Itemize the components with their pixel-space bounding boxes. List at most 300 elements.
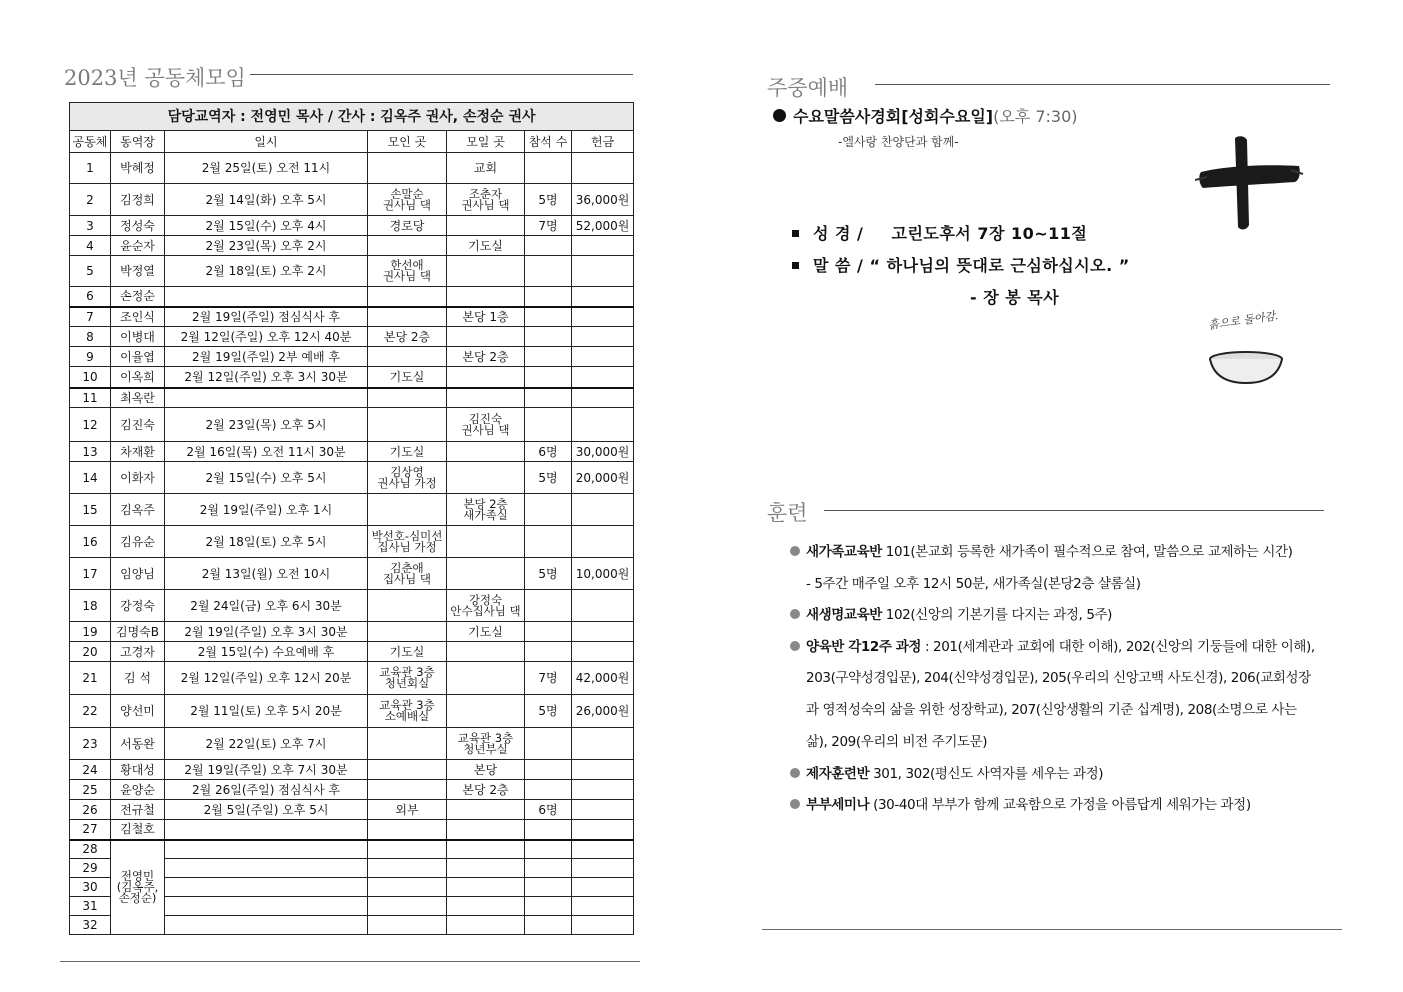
table-cell: 7명 <box>525 216 572 236</box>
right-bottom-rule <box>762 929 1342 930</box>
table-cell: 본당 2층 <box>447 347 525 367</box>
table-banner: 담당교역자 : 전영민 목사 / 간사 : 김옥주 권사, 손정순 권사 <box>70 103 634 131</box>
table-cell: 2 <box>70 184 111 216</box>
table-cell <box>525 590 572 622</box>
table-cell <box>572 642 634 662</box>
table-cell <box>572 347 634 367</box>
table-cell <box>572 859 634 878</box>
training-item <box>806 666 1311 686</box>
table-cell <box>447 897 525 916</box>
table-cell: 22 <box>70 695 111 728</box>
sermon-line <box>792 253 1130 276</box>
table-cell: 2월 19일(주일) 오후 1시 <box>165 494 368 526</box>
training-item <box>790 793 1251 813</box>
table-cell: 12 <box>70 408 111 442</box>
table-cell: 2월 19일(주일) 2부 예배 후 <box>165 347 368 367</box>
table-cell: 36,000원 <box>572 184 634 216</box>
table-cell <box>165 840 368 859</box>
square-bullet-icon <box>792 262 799 269</box>
table-row <box>70 408 634 442</box>
table-row <box>70 216 634 236</box>
table-row <box>70 442 634 462</box>
table-cell <box>525 820 572 840</box>
table-cell: 윤순자 <box>111 236 165 256</box>
table-cell <box>447 820 525 840</box>
table-cell: 이옥희 <box>111 367 165 388</box>
table-cell: 2월 15일(수) 오후 5시 <box>165 462 368 494</box>
sermon-title: “ 하나님의 뜻대로 근심하십시오. ” <box>869 256 1130 275</box>
square-bullet-icon <box>792 230 799 237</box>
table-cell: 6 <box>70 287 111 307</box>
worship-title-rule <box>875 84 1330 85</box>
table-cell: 기도실 <box>368 367 447 388</box>
column-header: 동역장 <box>111 131 165 153</box>
table-cell: 20,000원 <box>572 462 634 494</box>
table-row <box>70 256 634 287</box>
table-cell <box>525 728 572 760</box>
table-cell: 19 <box>70 622 111 642</box>
column-header: 공동체 <box>70 131 111 153</box>
table-row <box>70 327 634 347</box>
table-cell: 42,000원 <box>572 662 634 695</box>
table-cell <box>572 897 634 916</box>
training-item-text: - 5주간 매주일 오후 12시 50분, 새가족실(본당2층 샬롬실) <box>806 576 1141 592</box>
table-cell: 황대성 <box>111 760 165 780</box>
table-cell: 박정열 <box>111 256 165 287</box>
table-cell <box>165 820 368 840</box>
table-cell: 김정희 <box>111 184 165 216</box>
table-cell <box>368 408 447 442</box>
table-cell <box>368 878 447 897</box>
table-row <box>70 307 634 327</box>
table-cell: 20 <box>70 642 111 662</box>
training-item-text: 301, 302(평신도 사역자를 세우는 과정) <box>869 766 1104 782</box>
training-item-text: 101(본교회 등록한 새가족이 필수적으로 참여, 말씀으로 교제하는 시간) <box>881 544 1293 560</box>
table-cell <box>525 622 572 642</box>
table-cell: 고경자 <box>111 642 165 662</box>
scripture-line <box>792 221 1087 244</box>
table-cell <box>525 526 572 558</box>
table-cell <box>572 916 634 935</box>
table-cell: 9 <box>70 347 111 367</box>
table-cell: 5명 <box>525 695 572 728</box>
training-title-rule <box>824 510 1324 511</box>
training-item-name: 새가족교육반 <box>806 544 882 560</box>
table-cell: 기도실 <box>368 442 447 462</box>
extra-leader-cell: 전영민 (김옥주, 손정순) <box>111 840 165 935</box>
table-cell: 28 <box>70 840 111 859</box>
preacher: - 장 봉 목사 <box>970 288 1060 307</box>
table-cell <box>525 388 572 408</box>
table-cell <box>447 462 525 494</box>
table-row <box>70 642 634 662</box>
table-cell <box>165 859 368 878</box>
sermon-label: 말 씀 / <box>813 256 864 275</box>
training-item-text: 102(신앙의 기본기를 다지는 과정, 5주) <box>881 607 1113 623</box>
table-row <box>70 558 634 590</box>
table-cell: 2월 12일(주일) 오후 12시 40분 <box>165 327 368 347</box>
table-cell: 10 <box>70 367 111 388</box>
training-item <box>790 540 1293 560</box>
bullet-dot-icon <box>790 799 800 809</box>
table-cell <box>447 695 525 728</box>
table-cell: 5명 <box>525 558 572 590</box>
table-cell <box>447 327 525 347</box>
table-cell: 2월 12일(주일) 오후 12시 20분 <box>165 662 368 695</box>
table-cell <box>447 840 525 859</box>
training-item-name: 양육반 각12주 과정 <box>806 639 922 655</box>
table-cell <box>525 840 572 859</box>
table-cell <box>368 859 447 878</box>
table-cell: 18 <box>70 590 111 622</box>
table-cell: 24 <box>70 760 111 780</box>
table-cell: 김춘애 집사님 댁 <box>368 558 447 590</box>
training-item-text: (30-40대 부부가 함께 교육함으로 가정을 아름답게 세워가는 과정) <box>869 797 1251 813</box>
bullet-dot-icon <box>773 109 786 122</box>
table-cell <box>368 494 447 526</box>
worship-subtitle: -엘사랑 찬양단과 함께- <box>838 135 959 149</box>
table-cell: 2월 26일(주일) 점심식사 후 <box>165 780 368 800</box>
table-row <box>70 590 634 622</box>
table-cell: 26,000원 <box>572 695 634 728</box>
table-cell: 한선애 권사님 댁 <box>368 256 447 287</box>
table-cell: 교육관 3층 청년회실 <box>368 662 447 695</box>
table-cell: 21 <box>70 662 111 695</box>
table-cell: 2월 25일(토) 오전 11시 <box>165 153 368 184</box>
table-cell <box>572 408 634 442</box>
table-cell <box>572 388 634 408</box>
table-row <box>70 494 634 526</box>
table-row <box>70 760 634 780</box>
table-cell <box>572 780 634 800</box>
table-cell: 30 <box>70 878 111 897</box>
table-cell <box>525 916 572 935</box>
table-cell: 조인식 <box>111 307 165 327</box>
table-cell <box>572 820 634 840</box>
table-cell: 30,000원 <box>572 442 634 462</box>
table-cell: 2월 5일(주일) 오후 5시 <box>165 800 368 820</box>
table-cell: 15 <box>70 494 111 526</box>
table-cell: 기도실 <box>447 236 525 256</box>
column-header: 일시 <box>165 131 368 153</box>
training-section-title: 훈련 <box>767 501 808 525</box>
table-cell: 교회 <box>447 153 525 184</box>
table-row <box>70 184 634 216</box>
scripture-text: 고린도후서 7장 10~11절 <box>891 224 1088 243</box>
table-cell: 5명 <box>525 462 572 494</box>
table-cell <box>572 760 634 780</box>
table-cell <box>447 442 525 462</box>
bullet-dot-icon <box>790 768 800 778</box>
table-cell: 전규철 <box>111 800 165 820</box>
table-cell <box>525 153 572 184</box>
art-caption: 흙으로 돌아감. <box>1207 309 1280 332</box>
table-cell: 김진숙 권사님 댁 <box>447 408 525 442</box>
table-cell: 5 <box>70 256 111 287</box>
table-cell <box>525 897 572 916</box>
table-cell <box>572 526 634 558</box>
table-cell <box>525 367 572 388</box>
table-cell <box>572 287 634 307</box>
table-cell: 26 <box>70 800 111 820</box>
worship-time: (오후 7:30) <box>993 107 1078 126</box>
table-cell <box>447 287 525 307</box>
table-cell <box>368 236 447 256</box>
table-cell: 김명숙B <box>111 622 165 642</box>
table-cell <box>572 494 634 526</box>
table-cell <box>368 780 447 800</box>
table-cell <box>525 347 572 367</box>
table-row <box>70 526 634 558</box>
table-cell: 5명 <box>525 184 572 216</box>
table-cell: 16 <box>70 526 111 558</box>
table-cell: 본당 2층 <box>447 780 525 800</box>
training-item <box>790 635 1315 655</box>
table-cell: 본당 2층 <box>368 327 447 347</box>
table-cell <box>447 216 525 236</box>
training-item-text: 삶), 209(우리의 비전 주기도문) <box>806 734 988 750</box>
table-cell: 양선미 <box>111 695 165 728</box>
table-cell <box>525 236 572 256</box>
table-cell: 2월 13일(월) 오전 10시 <box>165 558 368 590</box>
table-cell <box>572 307 634 327</box>
table-row <box>70 800 634 820</box>
table-cell <box>525 256 572 287</box>
bullet-dot-icon <box>790 609 800 619</box>
table-cell <box>165 897 368 916</box>
table-cell: 2월 22일(토) 오후 7시 <box>165 728 368 760</box>
table-cell <box>368 388 447 408</box>
table-cell: 17 <box>70 558 111 590</box>
table-cell <box>368 307 447 327</box>
table-cell: 김진숙 <box>111 408 165 442</box>
table-cell <box>447 878 525 897</box>
table-cell: 29 <box>70 859 111 878</box>
table-cell <box>165 388 368 408</box>
table-cell: 2월 15일(수) 오후 4시 <box>165 216 368 236</box>
table-cell <box>572 622 634 642</box>
table-cell <box>368 590 447 622</box>
worship-service-line <box>773 104 1078 127</box>
table-cell: 6명 <box>525 442 572 462</box>
table-cell <box>525 760 572 780</box>
table-cell: 2월 18일(토) 오후 5시 <box>165 526 368 558</box>
table-cell <box>368 347 447 367</box>
table-cell: 기도실 <box>447 622 525 642</box>
table-cell <box>368 916 447 935</box>
table-cell: 2월 23일(목) 오후 5시 <box>165 408 368 442</box>
table-cell: 1 <box>70 153 111 184</box>
table-cell: 강정숙 <box>111 590 165 622</box>
table-cell <box>572 236 634 256</box>
table-cell: 52,000원 <box>572 216 634 236</box>
table-cell: 4 <box>70 236 111 256</box>
table-cell: 조춘자 권사님 댁 <box>447 184 525 216</box>
table-cell <box>368 728 447 760</box>
training-item-text: 203(구약성경입문), 204(신약성경입문), 205(우리의 신앙고백 사도신경), 206(교회성장 <box>806 670 1311 686</box>
table-cell <box>525 287 572 307</box>
table-cell <box>447 662 525 695</box>
table-cell <box>525 327 572 347</box>
table-cell: 이병대 <box>111 327 165 347</box>
training-item <box>790 762 1103 782</box>
table-cell <box>368 897 447 916</box>
table-cell: 김철호 <box>111 820 165 840</box>
table-cell <box>572 590 634 622</box>
table-cell <box>525 642 572 662</box>
table-cell: 2월 19일(주일) 오후 7시 30분 <box>165 760 368 780</box>
table-cell <box>447 642 525 662</box>
table-cell: 손정순 <box>111 287 165 307</box>
table-cell: 본당 1층 <box>447 307 525 327</box>
table-cell <box>447 859 525 878</box>
table-cell: 정성숙 <box>111 216 165 236</box>
bullet-dot-icon <box>790 641 800 651</box>
table-cell: 이율엽 <box>111 347 165 367</box>
table-cell: 2월 24일(금) 오후 6시 30분 <box>165 590 368 622</box>
table-row <box>70 153 634 184</box>
table-cell: 2월 23일(목) 오후 2시 <box>165 236 368 256</box>
table-cell: 23 <box>70 728 111 760</box>
table-cell: 김옥주 <box>111 494 165 526</box>
cross-icon <box>1195 130 1305 240</box>
table-row <box>70 622 634 642</box>
table-row <box>70 820 634 840</box>
table-cell <box>165 287 368 307</box>
table-cell: 6명 <box>525 800 572 820</box>
column-header: 모인 곳 <box>368 131 447 153</box>
table-cell <box>525 307 572 327</box>
table-cell: 김 석 <box>111 662 165 695</box>
table-cell <box>447 558 525 590</box>
table-cell: 김유순 <box>111 526 165 558</box>
table-cell <box>368 153 447 184</box>
table-cell: 서동완 <box>111 728 165 760</box>
table-cell <box>447 256 525 287</box>
table-cell <box>447 367 525 388</box>
training-item <box>806 698 1297 718</box>
table-cell: 강정숙 안수집사님 댁 <box>447 590 525 622</box>
table-cell: 11 <box>70 388 111 408</box>
table-cell: 32 <box>70 916 111 935</box>
table-row <box>70 388 634 408</box>
left-section-title: 2023년 공동체모임 <box>64 66 246 90</box>
training-item <box>790 603 1112 623</box>
table-cell <box>368 840 447 859</box>
left-title-rule <box>250 74 633 75</box>
table-row <box>70 695 634 728</box>
table-cell <box>165 878 368 897</box>
table-cell <box>572 800 634 820</box>
training-item-name: 새생명교육반 <box>806 607 882 623</box>
table-cell: 2월 19일(주일) 오후 3시 30분 <box>165 622 368 642</box>
table-cell <box>447 388 525 408</box>
table-row <box>70 287 634 307</box>
table-cell <box>447 526 525 558</box>
table-cell: 2월 14일(화) 오후 5시 <box>165 184 368 216</box>
table-row <box>70 780 634 800</box>
bullet-dot-icon <box>790 546 800 556</box>
table-cell: 교육관 3층 청년부실 <box>447 728 525 760</box>
table-cell: 임양님 <box>111 558 165 590</box>
table-cell: 7명 <box>525 662 572 695</box>
table-cell: 김상영 권사님 가정 <box>368 462 447 494</box>
table-row <box>70 236 634 256</box>
table-cell <box>572 367 634 388</box>
table-cell: 2월 12일(주일) 오후 3시 30분 <box>165 367 368 388</box>
table-row <box>70 662 634 695</box>
table-cell <box>525 878 572 897</box>
column-header: 헌금 <box>572 131 634 153</box>
table-cell: 2월 11일(토) 오후 5시 20분 <box>165 695 368 728</box>
table-cell <box>525 408 572 442</box>
table-cell <box>525 494 572 526</box>
table-cell <box>572 840 634 859</box>
column-header: 참석 수 <box>525 131 572 153</box>
bowl-icon <box>1206 350 1286 386</box>
table-cell: 7 <box>70 307 111 327</box>
table-cell <box>368 622 447 642</box>
table-cell: 경로당 <box>368 216 447 236</box>
table-cell: 박선호-심미선 집사님 가정 <box>368 526 447 558</box>
column-header: 모일 곳 <box>447 131 525 153</box>
table-cell <box>165 916 368 935</box>
table-cell <box>572 153 634 184</box>
table-row <box>70 367 634 388</box>
table-cell <box>368 760 447 780</box>
table-cell: 2월 16일(목) 오전 11시 30분 <box>165 442 368 462</box>
table-row <box>70 347 634 367</box>
table-row <box>70 728 634 760</box>
table-cell: 손말순 권사님 댁 <box>368 184 447 216</box>
table-cell: 2월 19일(주일) 점심식사 후 <box>165 307 368 327</box>
worship-section-title: 주중예배 <box>767 76 849 100</box>
training-item-name: 제자훈련반 <box>806 766 870 782</box>
table-cell: 31 <box>70 897 111 916</box>
table-cell <box>525 859 572 878</box>
table-cell <box>447 800 525 820</box>
table-cell: 10,000원 <box>572 558 634 590</box>
table-cell: 13 <box>70 442 111 462</box>
table-cell <box>572 728 634 760</box>
table-cell: 2월 15일(수) 수요예배 후 <box>165 642 368 662</box>
table-cell: 이화자 <box>111 462 165 494</box>
table-cell: 본당 2층 새가족실 <box>447 494 525 526</box>
table-cell <box>368 820 447 840</box>
table-cell: 14 <box>70 462 111 494</box>
table-cell: 3 <box>70 216 111 236</box>
training-item-text: : 201(세계관과 교회에 대한 이해), 202(신앙의 기둥들에 대한 이해), <box>921 639 1315 655</box>
table-cell: 윤양순 <box>111 780 165 800</box>
table-cell: 최옥란 <box>111 388 165 408</box>
training-item <box>806 730 987 750</box>
table-cell <box>525 780 572 800</box>
table-row <box>70 462 634 494</box>
table-cell: 25 <box>70 780 111 800</box>
table-cell <box>572 327 634 347</box>
table-cell: 외부 <box>368 800 447 820</box>
training-item-name: 부부세미나 <box>806 797 870 813</box>
table-cell: 박혜정 <box>111 153 165 184</box>
training-item <box>806 572 1141 592</box>
table-cell: 8 <box>70 327 111 347</box>
table-cell: 차재환 <box>111 442 165 462</box>
table-cell <box>368 287 447 307</box>
table-cell: 교육관 3층 소예배실 <box>368 695 447 728</box>
table-cell <box>572 878 634 897</box>
table-cell: 본당 <box>447 760 525 780</box>
table-cell: 27 <box>70 820 111 840</box>
